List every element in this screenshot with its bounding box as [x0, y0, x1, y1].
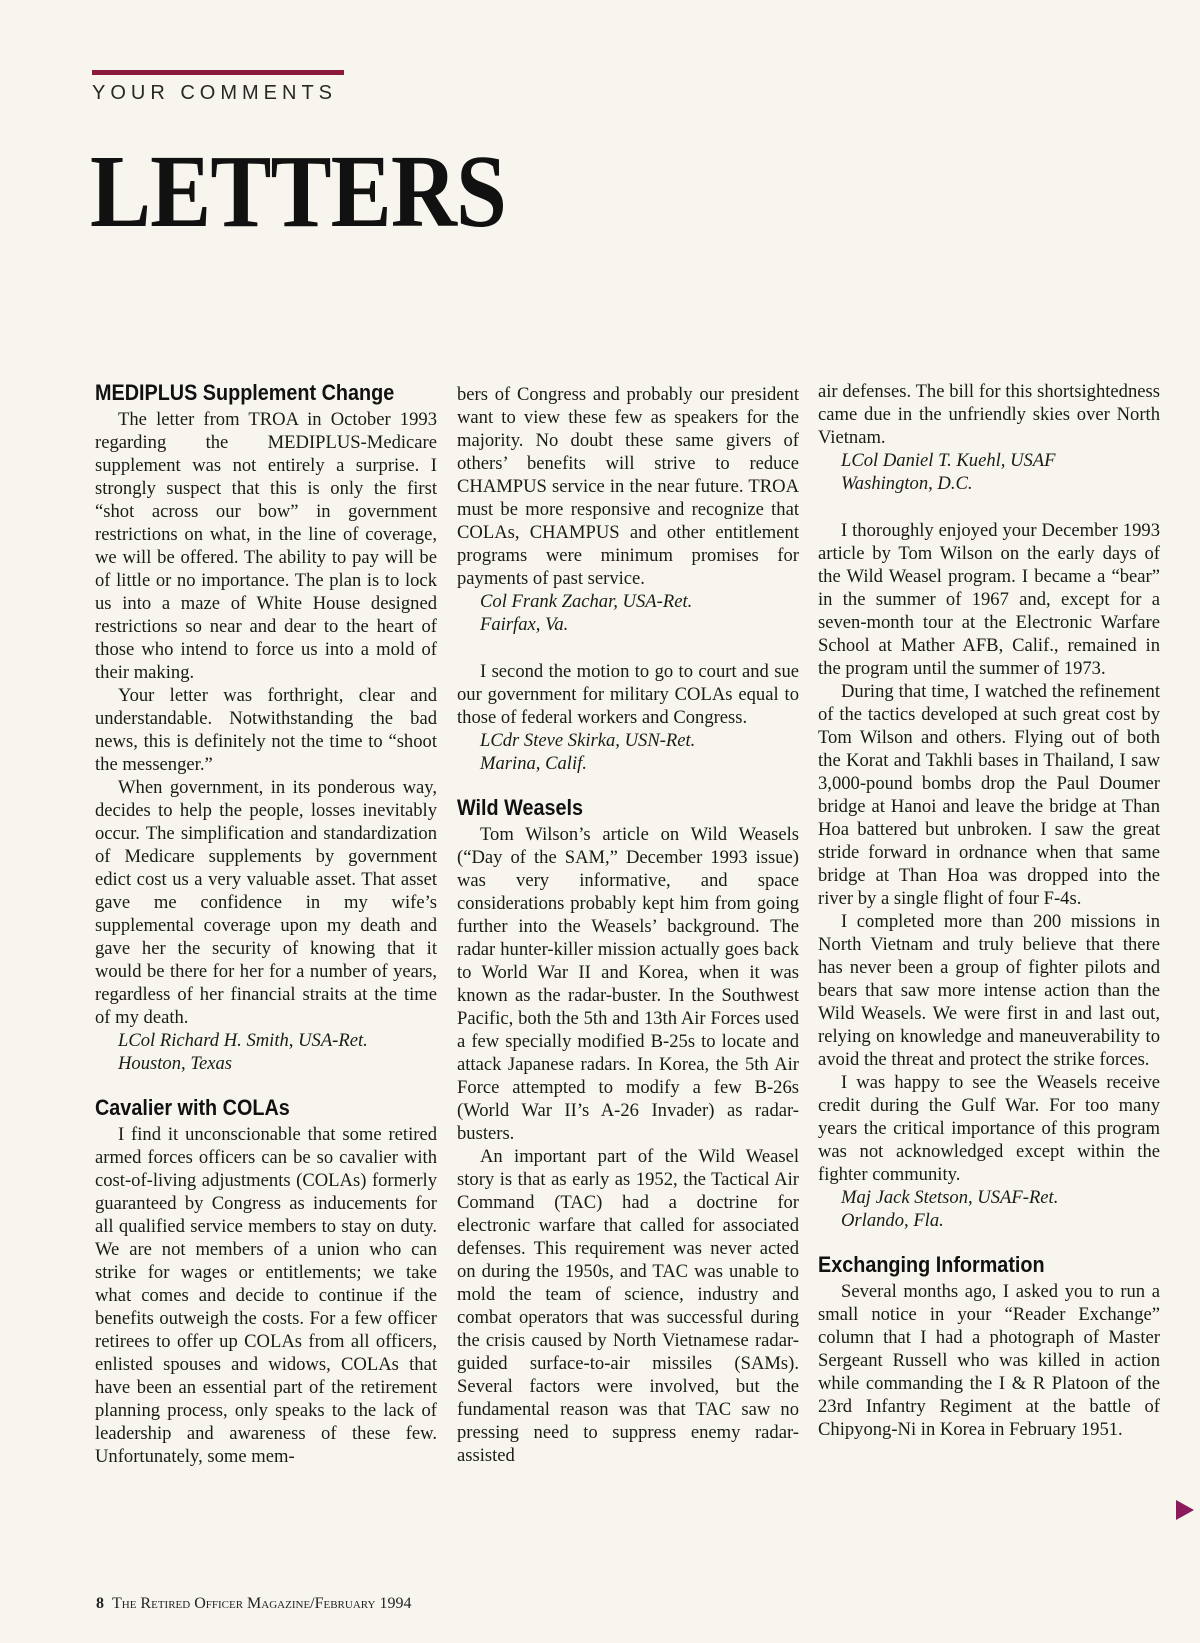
letter-paragraph: bers of Congress and probably our president want to view these few as speakers for the majority. No doubt these same givers of others’ benefits will strive to reduce CHAMPUS service in the near future. TROA must be more responsive and recognize that COLAs, CHAMPUS and other entitlement programs were minimum promises for payments of past service. — [457, 384, 799, 589]
letter-location: Houston, Texas — [118, 1053, 232, 1074]
heading-exchanging-information: Exchanging Information — [818, 1252, 1045, 1277]
column-3 — [818, 380, 1160, 1441]
letter-paragraph: An important part of the Wild Weasel story is that as early as 1952, the Tactical Air Command (TAC) had a doctrine for electronic warfare that called for associated defenses. This requirement was never acted on during the 1950s, and TAC was unable to mold the team of science, industry and combat operators that was successful during the crisis caused by North Vietnamese radar-guided surface-to-air missiles (SAMs). Several factors were involved, but the fundamental reason was that TAC saw no pressing need to suppress enemy radar-assisted — [457, 1146, 799, 1466]
heading-wild-weasels: Wild Weasels — [457, 795, 584, 820]
letter-location: Fairfax, Va. — [480, 614, 569, 635]
play-triangle-icon — [1176, 1500, 1194, 1520]
letter-location: Marina, Calif. — [480, 753, 587, 774]
column-1 — [95, 380, 437, 1468]
letter-paragraph: I thoroughly enjoyed your December 1993 article by Tom Wilson on the early days of the Wild Weasel program. I became a “bear” in the summer of 1967 and, except for a seven-month tour at the Electronic Warfare School at Mather AFB, Calif., remained in the program until the summer of 1973. — [818, 520, 1160, 679]
letter-location: Washington, D.C. — [841, 473, 973, 494]
page-number: 8 — [96, 1595, 104, 1612]
page-title: LETTERS — [90, 134, 507, 249]
letter-paragraph: When government, in its ponderous way, decides to help the people, losses inevitably occur. The simplification and standardization of Medicare supplements by government edict cost us a very valuable asset. That asset gave me confidence in my wife’s supplemental coverage upon my death and gave her the security of knowing that it would be there for her for a number of years, regardless of her financial straits at the time of my death. — [95, 777, 437, 1028]
letter-signature: LCol Daniel T. Kuehl, USAF — [841, 450, 1056, 471]
letter-signature: Col Frank Zachar, USA-Ret. — [480, 591, 693, 612]
letter-signature: Maj Jack Stetson, USAF-Ret. — [841, 1187, 1059, 1208]
letter-paragraph: The letter from TROA in October 1993 regarding the MEDIPLUS-Medicare supplement was not entirely a surprise. I strongly suspect that this is only the first “shot across our bow” in government restrictions on what, in the line of coverage, we will be offered. The ability to pay will be of little or no importance. The plan is to lock us into a maze of White House designed restrictions so near and dear to the heart of those who intend to force us into a mold of their making. — [95, 409, 437, 683]
letter-paragraph: Several months ago, I asked you to run a small notice in your “Reader Exchange” column that I had a photograph of Master Sergeant Russell who was killed in action while commanding the I & R Platoon of the 23rd Infantry Regiment at the battle of Chipyong-Ni in Korea in February 1951. — [818, 1281, 1160, 1440]
section-rule — [92, 70, 344, 75]
letter-paragraph: Tom Wilson’s article on Wild Weasels (“Day of the SAM,” December 1993 issue) was very informative, and space considerations probably kept him from going further into the Weasels’ background. The radar hunter-killer mission actually goes back to World War II and Korea, when it was known as the radar-buster. In the Southwest Pacific, both the 5th and 13th Air Forces used a few specially modified B-25s to locate and attack Japanese radars. In Korea, the 5th Air Force attempted to modify a few B-26s (World War II’s A-26 Invader) as radar-busters. — [457, 824, 799, 1144]
page-footer — [96, 1595, 411, 1613]
letter-signature: LCol Richard H. Smith, USA-Ret. — [118, 1030, 368, 1051]
letter-paragraph: I was happy to see the Weasels receive credit during the Gulf War. For too many years the critical importance of this program was not acknowledged except within the fighter community. — [818, 1072, 1160, 1185]
letter-paragraph: Your letter was forthright, clear and understandable. Notwithstanding the bad news, this is definitely not the time to “shoot the messenger.” — [95, 685, 437, 775]
heading-cavalier: Cavalier with COLAs — [95, 1095, 290, 1120]
letter-paragraph: I completed more than 200 missions in North Vietnam and truly believe that there has never been a group of fighter pilots and bears that saw more intense action than the Wild Weasels. We were first in and last out, relying on knowledge and maneuverability to avoid the threat and protect the strike forces. — [818, 911, 1160, 1070]
section-label: YOUR COMMENTS — [92, 82, 337, 104]
letter-paragraph: I find it unconscionable that some retired armed forces officers can be so cavalier with cost-of-living adjustments (COLAs) formerly guaranteed by Congress as inducements for all qualified service members to stay on duty. We are not members of a union who can strike for wages or entitlements; we take what comes and decide to continue if the benefits outweigh the costs. For a few officer retirees to offer up COLAs from all officers, enlisted spouses and widows, COLAs that have been an essential part of the retirement planning process, only speaks to the lack of leadership and awareness of these few. Unfortunately, some mem- — [95, 1124, 437, 1467]
letter-signature: LCdr Steve Skirka, USN-Ret. — [480, 730, 696, 751]
letter-paragraph: air defenses. The bill for this shortsightedness came due in the unfriendly skies over North Vietnam. — [818, 381, 1160, 448]
heading-mediplus: MEDIPLUS Supplement Change — [95, 380, 395, 405]
publication-name: The Retired Officer Magazine/February 1994 — [112, 1595, 412, 1612]
letter-paragraph: During that time, I watched the refinement of the tactics developed at such great cost by Tom Wilson and others. Flying out of both the Korat and Takhli bases in Thailand, I saw 3,000-pound bombs drop the Paul Doumer bridge at Hanoi and leave the bridge at Than Hoa battered but unbroken. I saw the great stride forward in ordnance when that same bridge at Than Hoa was dropped into the river by a single flight of four F-4s. — [818, 681, 1160, 909]
letter-paragraph: I second the motion to go to court and sue our government for military COLAs equal to those of federal workers and Congress. — [457, 661, 799, 728]
letter-location: Orlando, Fla. — [841, 1210, 944, 1231]
column-2 — [457, 383, 799, 1467]
